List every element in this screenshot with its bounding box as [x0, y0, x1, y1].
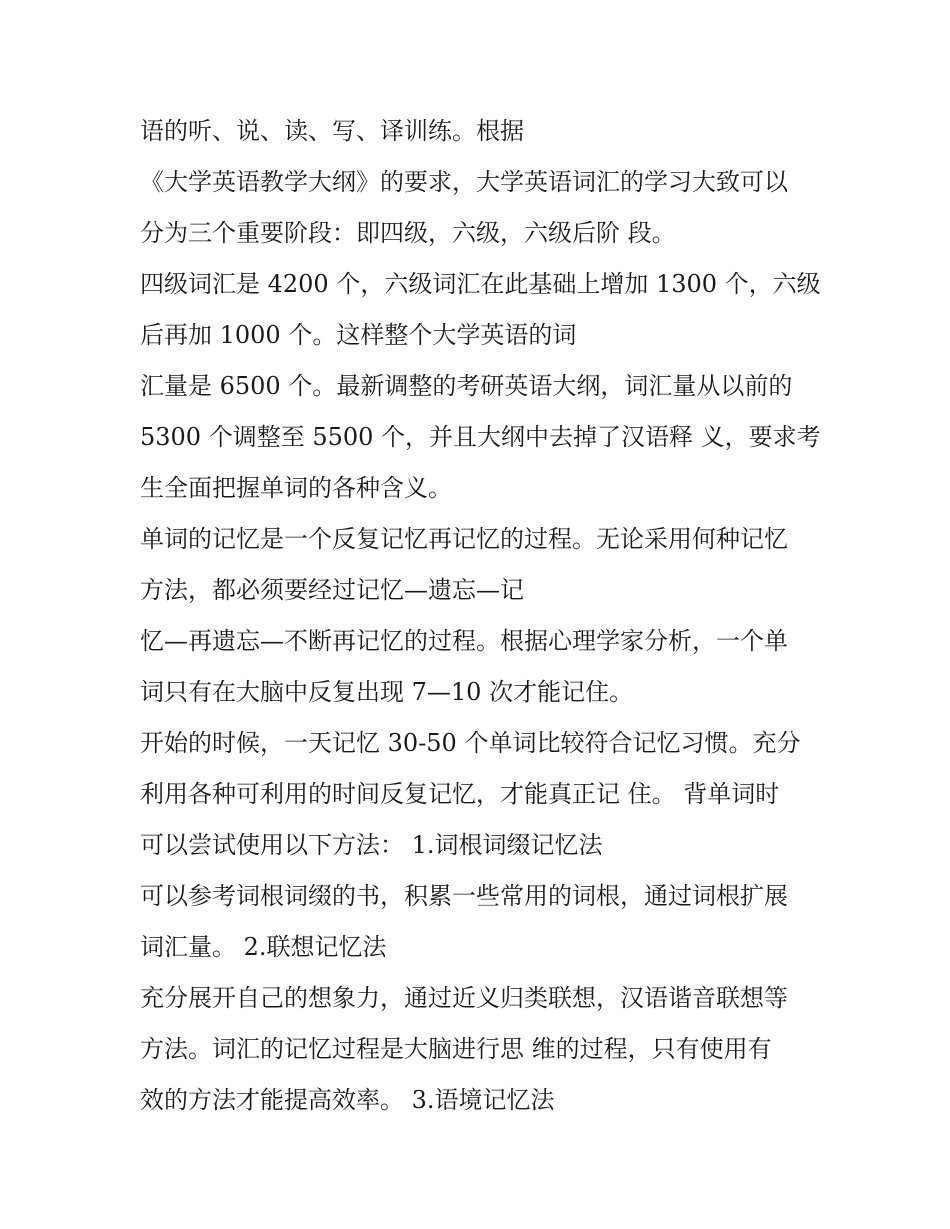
text-line: 汇量是 6500 个。最新调整的考研英语大纲，词汇量从以前的: [140, 372, 793, 400]
text-line: 可以参考词根词缀的书，积累一些常用的词根，通过词根扩展: [140, 882, 788, 910]
text-line: 可以尝试使用以下方法： 1.词根词缀记忆法: [140, 831, 603, 859]
text-line: 词汇量。 2.联想记忆法: [140, 933, 387, 961]
text-line: 忆—再遗忘—不断再记忆的过程。根据心理学家分析，一个单: [140, 627, 788, 655]
text-line: 词只有在大脑中反复出现 7—10 次才能记住。: [140, 678, 634, 706]
text-line: 开始的时候，一天记忆 30-50 个单词比较符合记忆习惯。充分: [140, 729, 801, 757]
text-line: 效的方法才能提高效率。 3.语境记忆法: [140, 1086, 555, 1114]
document-body: [140, 106, 820, 1126]
text-line: 生全面把握单词的各种含义。: [140, 474, 452, 502]
text-line: 充分展开自己的想象力，通过近义归类联想，汉语谐音联想等: [140, 984, 788, 1012]
text-line: 后再加 1000 个。这样整个大学英语的词: [140, 321, 577, 349]
text-line: 单词的记忆是一个反复记忆再记忆的过程。无论采用何种记忆: [140, 525, 788, 553]
text-line: 分为三个重要阶段：即四级，六级，六级后阶 段。: [140, 219, 676, 247]
text-line: 《大学英语教学大纲》的要求，大学英语词汇的学习大致可以: [140, 168, 788, 196]
text-line: 5300 个调整至 5500 个，并且大纲中去掉了汉语释 义，要求考: [140, 423, 821, 451]
text-line: 方法。词汇的记忆过程是大脑进行思 维的过程，只有使用有: [140, 1035, 772, 1063]
text-line: 方法，都必须要经过记忆—遗忘—记: [140, 576, 524, 604]
text-line: 四级词汇是 4200 个，六级词汇在此基础上增加 1300 个，六级: [140, 270, 821, 298]
text-line: 语的听、说、读、写、译训练。根据: [140, 117, 524, 145]
text-line: 利用各种可利用的时间反复记忆，才能真正记 住。 背单词时: [140, 780, 780, 808]
